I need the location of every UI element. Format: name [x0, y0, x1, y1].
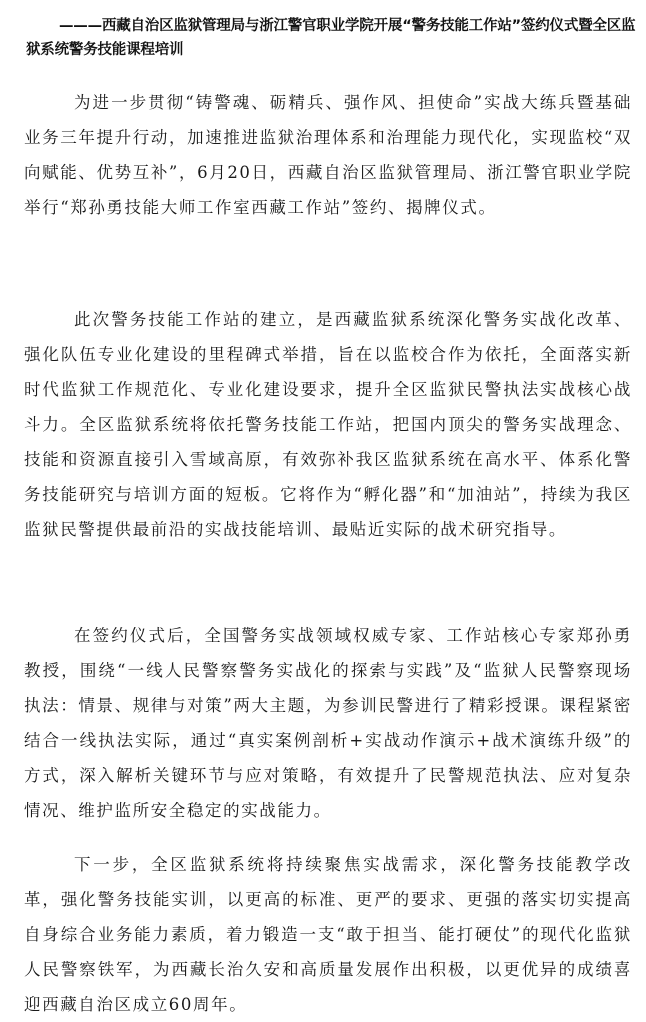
article-paragraph-4: 下一步，全区监狱系统将持续聚焦实战需求，深化警务技能教学改革，强化警务技能实训，以更高的标准、更严的要求、更强的落实切实提高自身综合业务能力素质，着力锻造一支“敢于担当、能打硬仗”的现代化监狱人民警察铁军，为西藏长治久安和高质量发展作出积极，以更优异的成绩喜迎西藏自治区成立60周年。 [24, 855, 632, 1014]
article-subtitle: ———西藏自治区监狱管理局与浙江警官职业学院开展“警务技能工作站”签约仪式暨全区监狱系统警务技能课程培训 [26, 18, 636, 58]
article-paragraph-3: 在签约仪式后，全国警务实战领域权威专家、工作站核心专家郑孙勇教授，围绕“一线人民警察警务实战化的探索与实践”及“监狱人民警察现场执法：情景、规律与对策”两大主题，为参训民警进行了精彩授课。课程紧密结合一线执法实际，通过“真实案例剖析+实战动作演示+战术演练升级”的方式，深入解析关键环节与应对策略，有效提升了民警规范执法、应对复杂情况、维护监所安全稳定的实战能力。 [24, 626, 632, 820]
article-paragraph-1: 为进一步贯彻“铸警魂、砺精兵、强作风、担使命”实战大练兵暨基础业务三年提升行动，加速推进监狱治理体系和治理能力现代化，实现监校“双向赋能、优势互补”，6月20日，西藏自治区监狱管理局、浙江警官职业学院举行“郑孙勇技能大师工作室西藏工作站”签约、揭牌仪式。 [24, 93, 632, 217]
article-paragraph-2: 此次警务技能工作站的建立，是西藏监狱系统深化警务实战化改革、强化队伍专业化建设的里程碑式举措，旨在以监校合作为依托，全面落实新时代监狱工作规范化、专业化建设要求，提升全区监狱民警执法实战核心战斗力。全区监狱系统将依托警务技能工作站，把国内顶尖的警务实战理念、技能和资源直接引入雪域高原，有效弥补我区监狱系统在高水平、体系化警务技能研究与培训方面的短板。它将作为“孵化器”和“加油站”，持续为我区监狱民警提供最前沿的实战技能培训、最贴近实际的战术研究指导。 [24, 310, 632, 539]
